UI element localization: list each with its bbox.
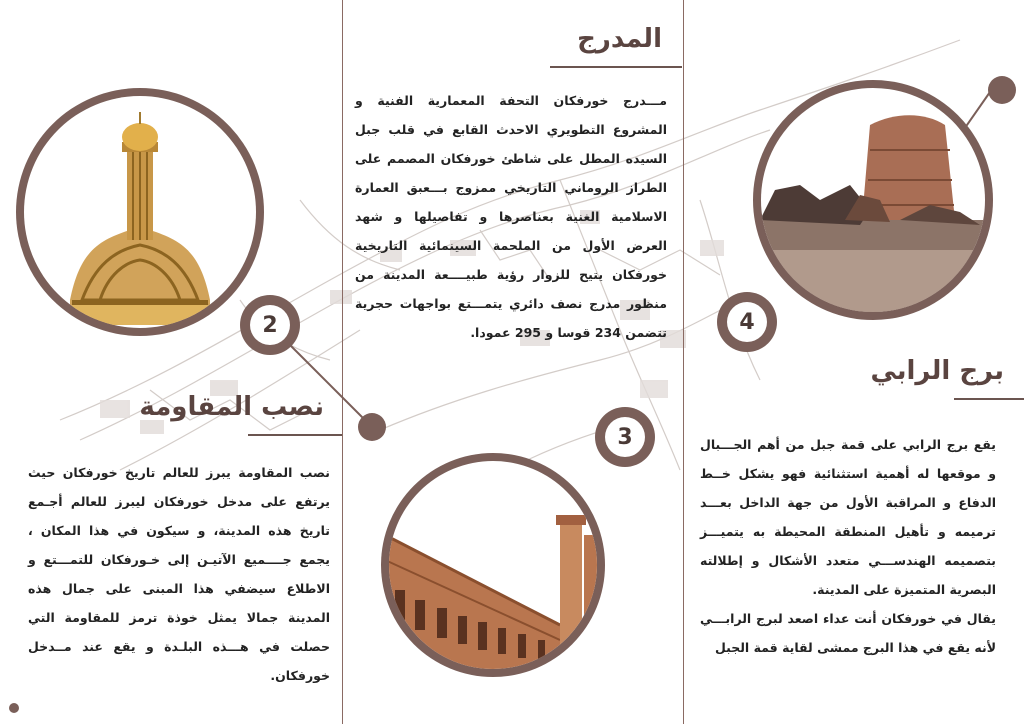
rabi-tower-title: برج الرابي [870,356,1004,386]
rabi-tower-text [700,430,996,662]
badge-3: 3 [605,417,645,457]
resistance-text [28,458,330,690]
resistance-title: نصب المقاومة [139,392,324,422]
amphitheatre-paragraph: مـــدرج خورفكان التحفة المعمارية الفنية و المشروع التطويري الاحدث القابع في قلب جبل السيده المطل على شاطئ خورفكان المصمم على الطراز الروماني التاريخي ممزوج بـــعبق العمارة الاسلامية الغنية بعناصرها و تفاصيلها و شهد العرض الأول من الملحمة السينمائية التاريخية خورفكان يتيح للزوار رؤية طبيــــعة المدينة من منظور مدرج نصف دائري يتمـــتع بواجهات حجرية تتضمن 234 قوسا و 295 عمودا. [355,93,667,340]
badge-2: 2 [250,305,290,345]
rabi-tower-title-rule [954,398,1024,400]
amphitheatre-title-rule [550,66,682,68]
rabi-tower-paragraph-1: يقع برج الرابي على قمة جبل من أهم الجـــبال و موقعها له أهمية استثنائية فهو يشكل خــط الدفاع و المراقبة الأول من جهة الداخل بعـــد ترميمه و تأهيل المنطقة المحيطة به يتميـــز بتصميمه الهندســـي متعدد الأشكال و إطلالته البصرية المتميزة على المدينة. [700,437,996,597]
resistance-paragraph: نصب المقاومة يبرز للعالم تاريخ خورفكان حيث يرتفع على مدخل خورفكان ليبرز للعالم أجـمع تاريخ هذه المدينة، و سيكون في هذا المكان ، يجمع جــــميع الآتيـن إلى خـورفكان للتمـــتع و الاطلاع سيضفي هذا المبنى على جمال هذه المدينة جمالا يمثل خوذة ترمز للمقاومة التي حصلت في هـــذه البلـدة و يقع عند مــدخل خورفكان. [28,465,330,683]
rabi-tower-paragraph-2: يقال في خورفكان أنت عداء اصعد لبرج الرابـــي لأنه يقع في هذا البرج ممشى لقاية قمة الجبل [700,611,996,655]
badge-4: 4 [727,302,767,342]
amphitheatre-text [355,86,667,347]
amphitheatre-title: المدرج [577,24,662,54]
resistance-title-rule [248,434,342,436]
